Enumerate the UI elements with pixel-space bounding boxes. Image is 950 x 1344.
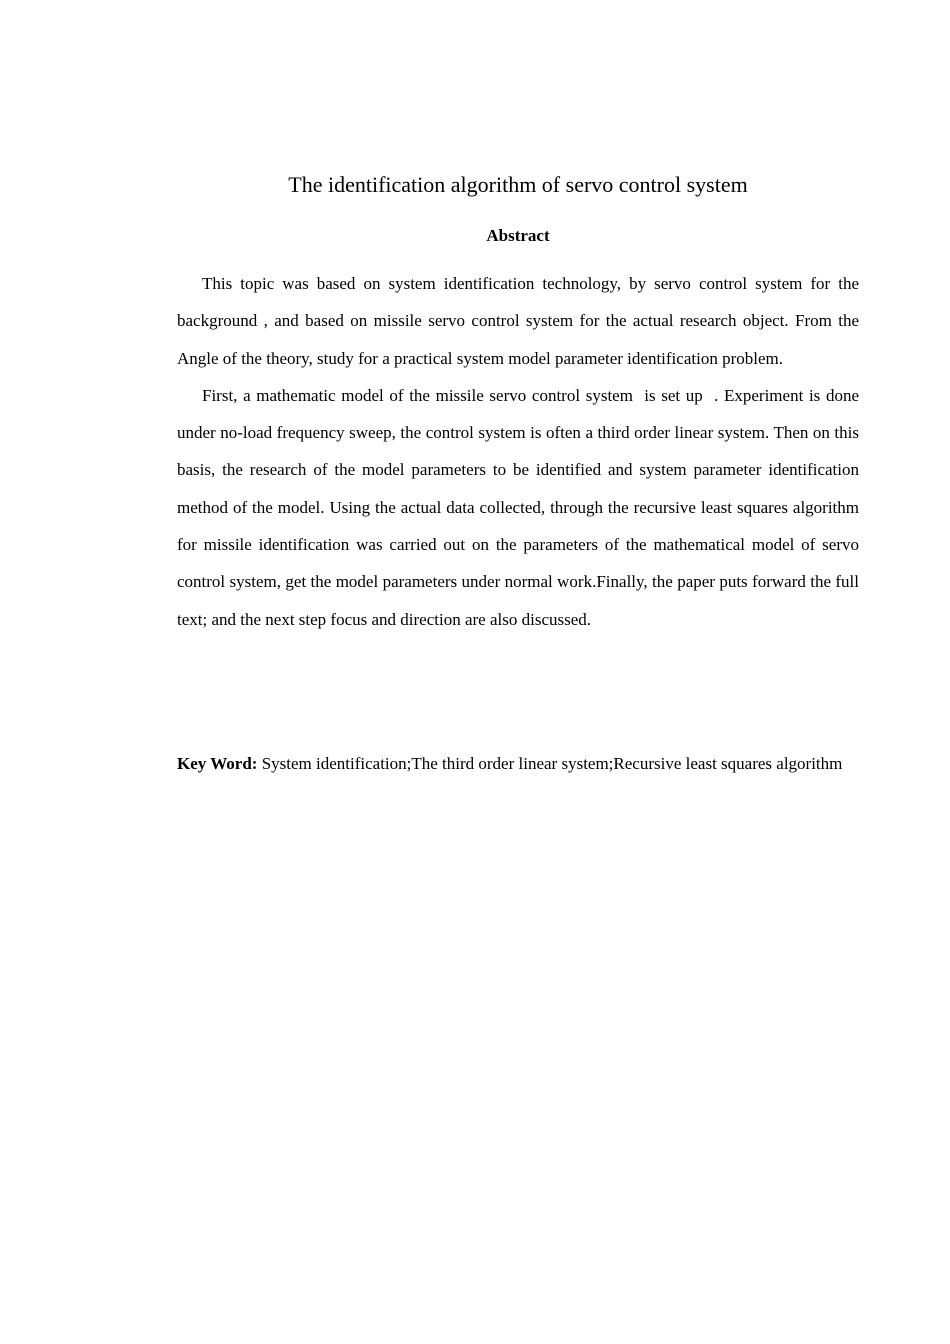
abstract-paragraph-1: This topic was based on system identification technology, by servo control system for the background , and based on missile servo control system for the actual research object. From the Angle of the theory, study for a practical system model parameter identification problem. bbox=[177, 274, 859, 368]
abstract-body bbox=[177, 265, 859, 638]
keywords-line bbox=[177, 745, 859, 782]
abstract-heading: Abstract bbox=[486, 226, 550, 245]
keywords-label: Key Word: bbox=[177, 754, 258, 773]
abstract-paragraph-2: First, a mathematic model of the missile servo control system is set up . Experiment is done under no-load frequency sweep, the control system is often a third order linear system. Then on this basis, the research of the model parameters to be identified and system parameter identification method of the model. Using the actual data collected, through the recursive least squares algorithm for missile identification was carried out on the parameters of the mathematical model of servo control system, get the model parameters under normal work.Finally, the paper puts forward the full text; and the next step focus and direction are also discussed. bbox=[177, 385, 859, 629]
document-title: The identification algorithm of servo control system bbox=[288, 172, 748, 197]
keywords-text: System identification;The third order linear system;Recursive least squares algorithm bbox=[261, 754, 843, 773]
